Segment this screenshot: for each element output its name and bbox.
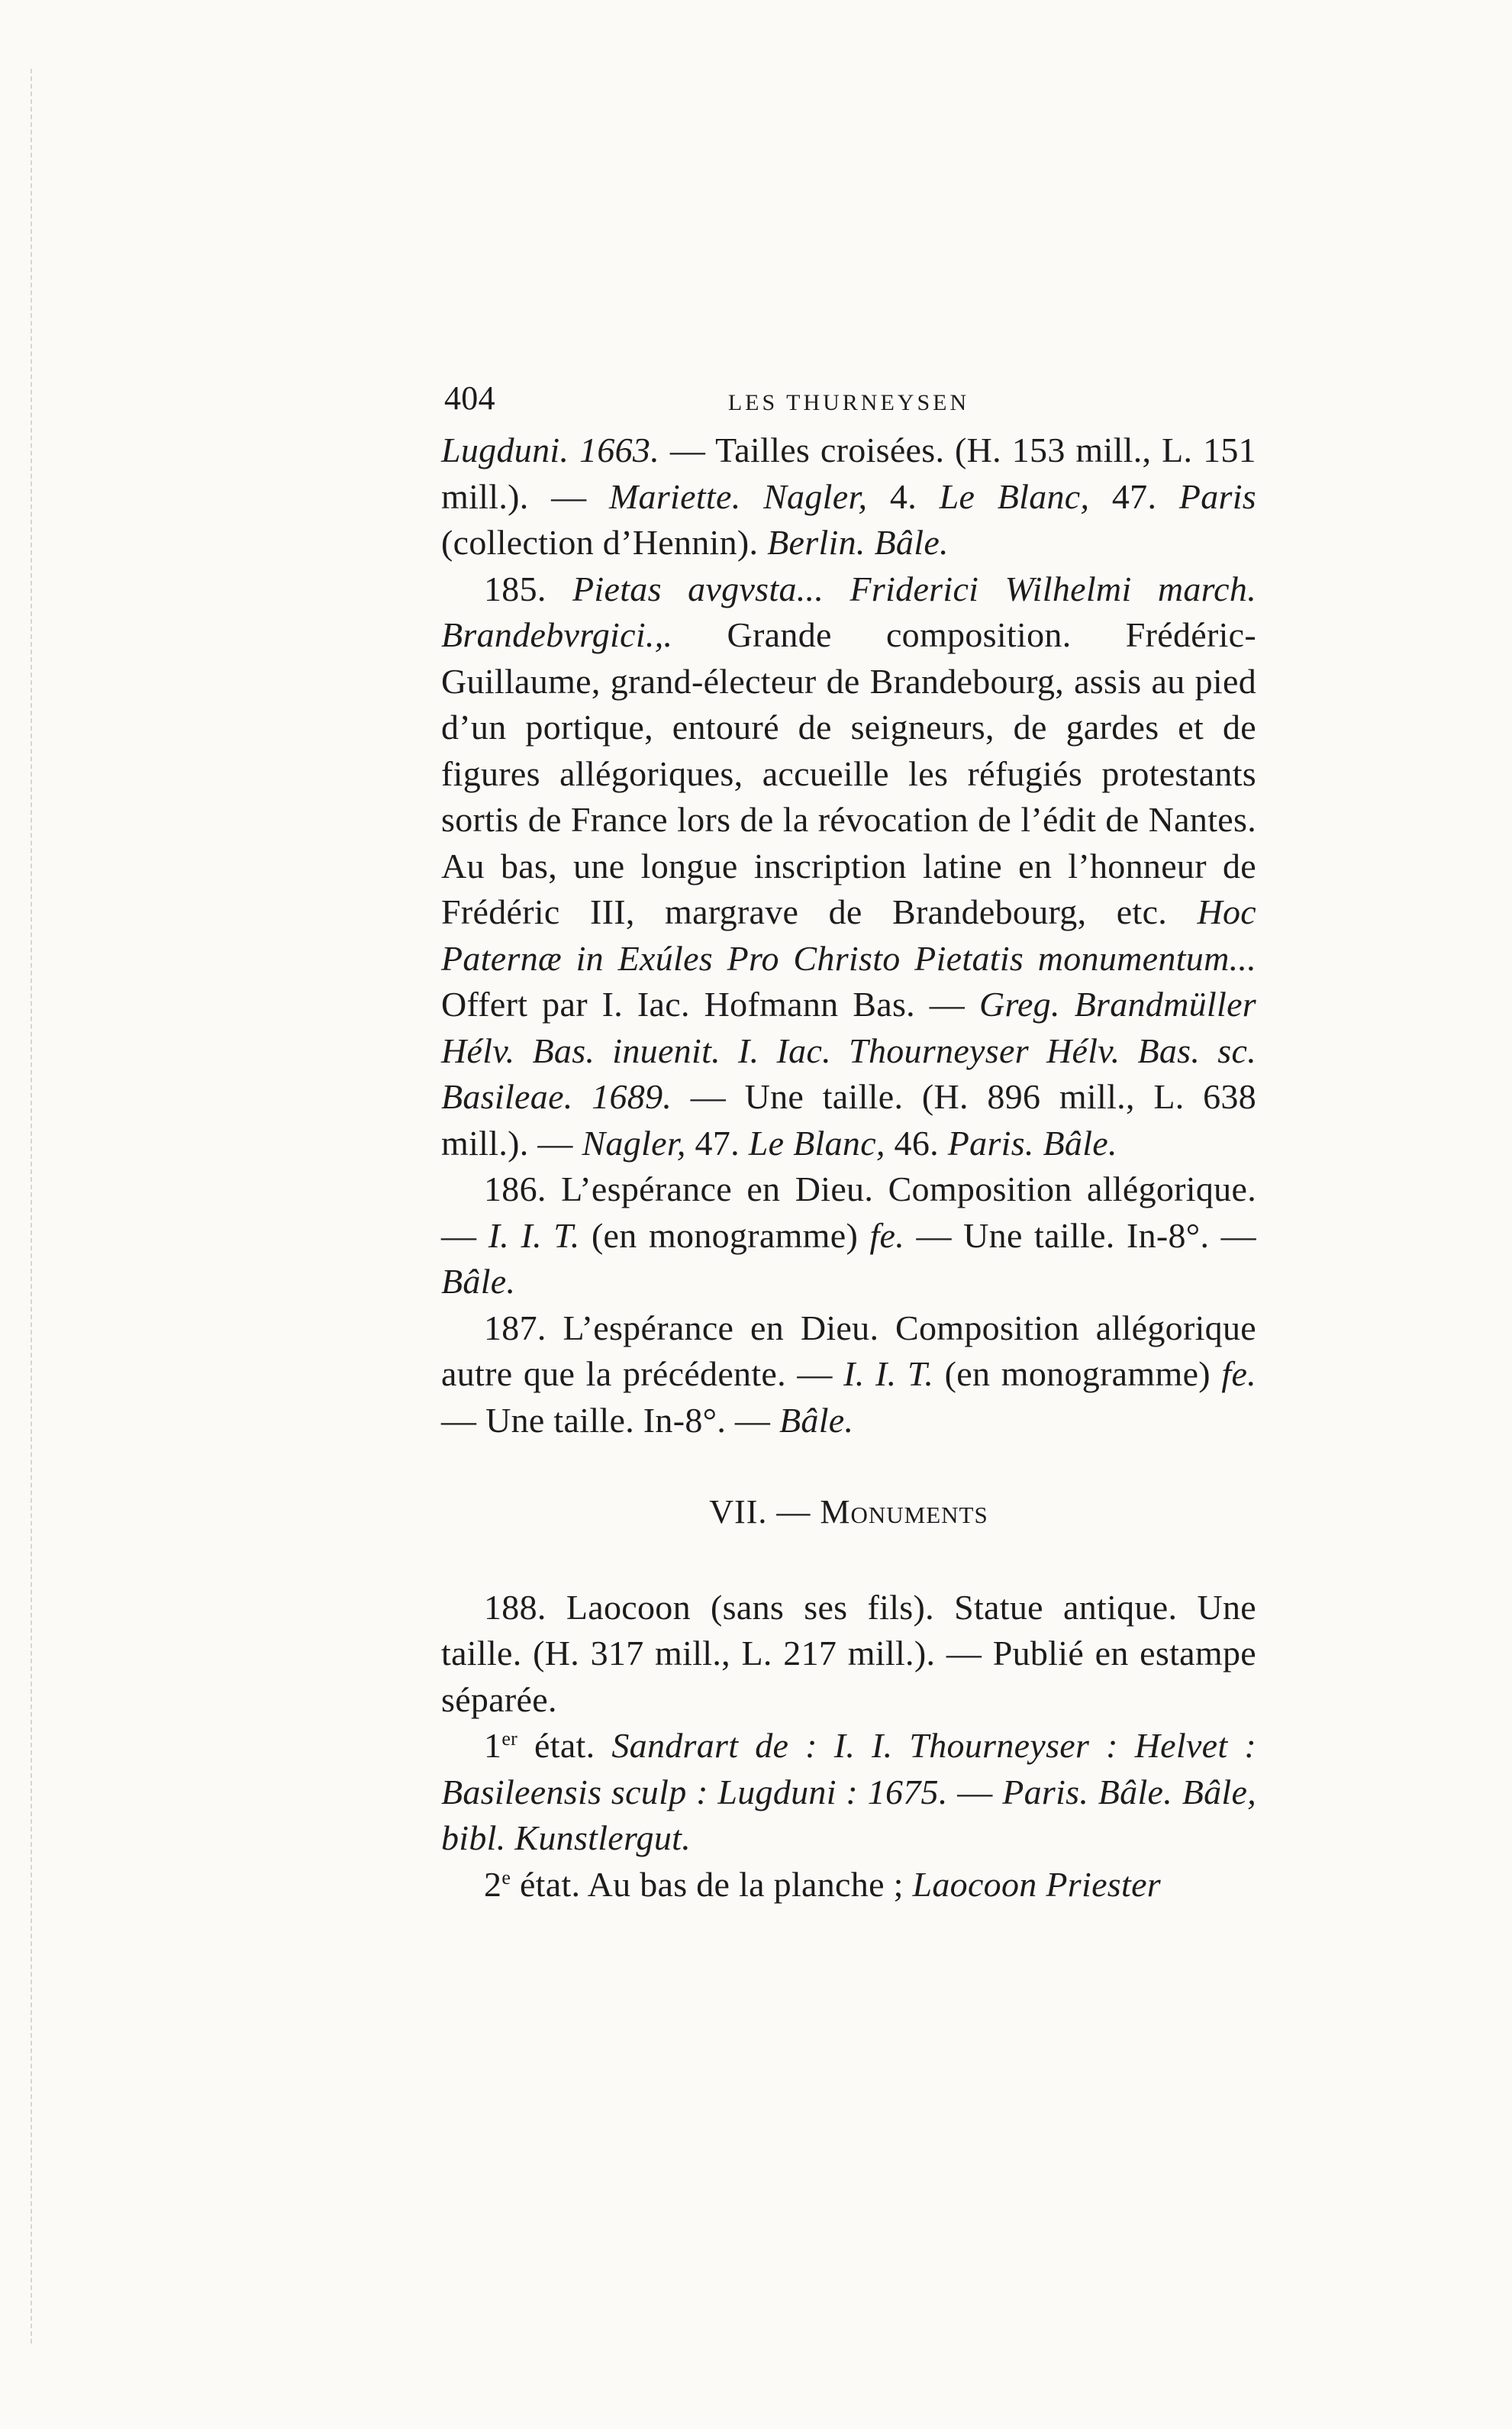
text: 47. <box>685 1123 749 1163</box>
text: 4. <box>867 476 940 516</box>
page-number: 404 <box>444 379 495 417</box>
text-italic: Sandrart de : I. I. Thourneyser : Helvet : Basileensis sculp : Lugduni : 1675. <box>441 1726 1256 1811</box>
text-italic: Paris. Bâle. Bâle, bibl. Kunstlergut. <box>441 1772 1256 1857</box>
text: (collection d’Hennin). <box>441 523 768 562</box>
text: 187. L’espérance en Dieu. Composition allégorique autre que la précédente. — <box>441 1308 1256 1393</box>
entry-184-continuation <box>441 427 1256 566</box>
text: — <box>947 1772 1003 1811</box>
text: 47. <box>1089 476 1179 516</box>
text: état. <box>517 1726 612 1765</box>
section-title: Monuments <box>820 1493 988 1531</box>
text-italic: Le Blanc, <box>748 1123 885 1163</box>
text-italic: I. I. T. <box>488 1215 580 1255</box>
text: — Une taille. (H. 896 mill., L. 638 mill.). — <box>441 1077 1256 1163</box>
text-italic: Nagler, <box>582 1123 686 1163</box>
state-1 <box>441 1723 1256 1862</box>
text: 186. L’espérance en Dieu. Composition allégorique. — <box>441 1169 1256 1255</box>
text: Grande composition. Frédéric-Guillaume, grand-électeur de Brandebourg, assis au pied d’un portique, entouré de seigneurs, de gardes et de figures allégoriques, accueille les réfugiés protestants sortis de France lors de la révocation de l’édit de Nantes. Au bas, une longue inscription latine en l’honneur de Frédéric III, margrave de Brandebourg, etc. <box>441 615 1256 931</box>
text: — Tailles croisées. (H. 153 mill., L. 151 mill.). — <box>441 431 1256 516</box>
text: (en monogramme) <box>579 1215 870 1255</box>
text-italic: Laocoon Priester <box>912 1864 1161 1904</box>
text: (en monogramme) <box>933 1354 1222 1393</box>
text-italic: Berlin. Bâle. <box>767 523 949 562</box>
text-italic: Hoc Paternæ in Exúles Pro Christo Pietatis monumentum... <box>441 892 1256 978</box>
section-numeral: VII. — <box>709 1493 820 1531</box>
state-2 <box>441 1862 1256 1908</box>
text-italic: Greg. Brandmüller Hélv. Bas. inuenit. I. Iac. Thourneyser Hélv. Bas. sc. Basileae. 1689. <box>441 985 1257 1116</box>
entry-186 <box>441 1166 1256 1305</box>
text: 188. Laocoon (sans ses fils). Statue antique. Une taille. (H. 317 mill., L. 217 mill.). — Publié en estampe séparée. <box>441 1587 1256 1719</box>
book-page <box>441 376 1256 1908</box>
text: Offert par I. Iac. Hofmann Bas. — <box>441 985 979 1024</box>
text: 46. <box>885 1123 948 1163</box>
text-italic: fe. <box>869 1215 905 1255</box>
state-ordinal: er <box>501 1727 518 1750</box>
text: — Une taille. In-8°. — <box>441 1400 780 1440</box>
entry-number: 185. <box>484 569 573 608</box>
section-heading <box>441 1489 1256 1536</box>
text-italic: Mariette. Nagler, <box>608 476 868 516</box>
text-italic: Paris. Bâle. <box>947 1123 1117 1163</box>
text-italic: Lugduni. 1663. <box>441 431 660 469</box>
state-ordinal: e <box>501 1866 511 1889</box>
text-italic: Le Blanc, <box>939 476 1090 516</box>
state-number: 2 <box>484 1864 502 1904</box>
entry-188 <box>441 1585 1256 1724</box>
entry-187 <box>441 1305 1256 1444</box>
entry-185 <box>441 566 1256 1167</box>
running-title: LES THURNEYSEN <box>727 390 970 415</box>
text-italic: Paris <box>1178 476 1257 516</box>
text-italic: Bâle. <box>441 1262 516 1301</box>
text-italic: I. I. T. <box>843 1354 934 1393</box>
page-header <box>441 376 1256 421</box>
state-number: 1 <box>484 1726 502 1765</box>
text-italic: Bâle. <box>779 1400 854 1440</box>
text-italic: Pietas avgvsta... Friderici Wilhelmi march. Brandebvrgici.,. <box>441 569 1256 654</box>
text: état. Au bas de la planche ; <box>511 1864 913 1904</box>
text: — Une taille. In-8°. — <box>904 1215 1256 1255</box>
scan-margin-rule <box>31 69 34 2344</box>
text-italic: fe. <box>1221 1354 1256 1393</box>
